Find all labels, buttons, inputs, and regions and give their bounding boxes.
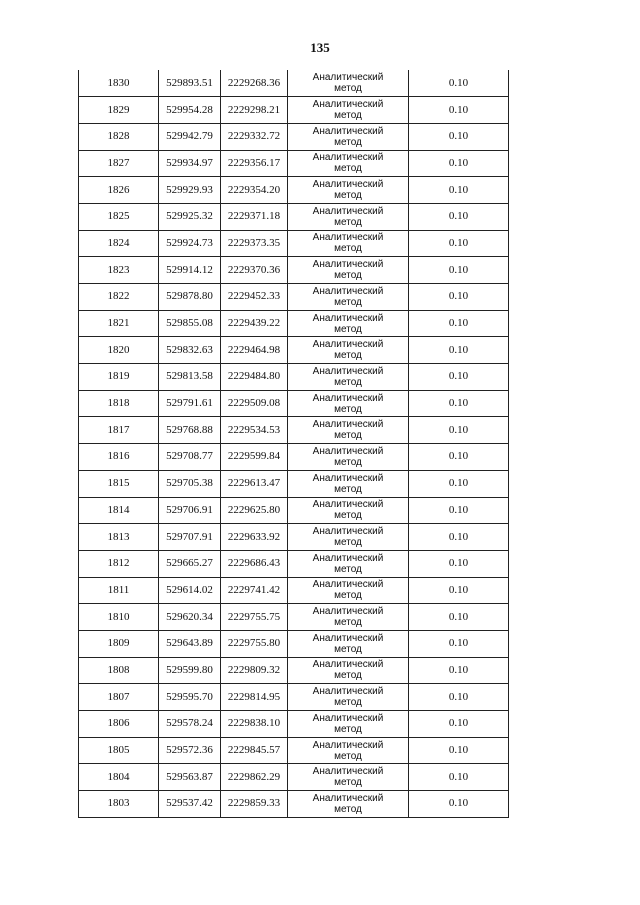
method-cell bbox=[288, 444, 409, 471]
table-row bbox=[79, 524, 509, 551]
table-row bbox=[79, 737, 509, 764]
y-coordinate-cell: 2229332.72 bbox=[221, 123, 288, 150]
page-number: 135 bbox=[310, 40, 330, 55]
method-line-2: метод bbox=[334, 136, 362, 148]
point-number-cell: 1827 bbox=[79, 150, 159, 177]
x-coordinate-cell: 529929.93 bbox=[159, 177, 221, 204]
accuracy-cell: 0.10 bbox=[409, 337, 509, 364]
table-row bbox=[79, 444, 509, 471]
method-cell bbox=[288, 630, 409, 657]
method-line-1: Аналитический bbox=[312, 125, 384, 137]
y-coordinate-cell: 2229370.36 bbox=[221, 257, 288, 284]
point-number-cell: 1824 bbox=[79, 230, 159, 257]
method-line-2: метод bbox=[334, 777, 362, 789]
table-row bbox=[79, 230, 509, 257]
point-number-cell: 1820 bbox=[79, 337, 159, 364]
table-row bbox=[79, 177, 509, 204]
method-cell bbox=[288, 657, 409, 684]
accuracy-cell: 0.10 bbox=[409, 470, 509, 497]
method-line-1: Аналитический bbox=[312, 472, 384, 484]
method-cell bbox=[288, 123, 409, 150]
accuracy-cell: 0.10 bbox=[409, 97, 509, 124]
method-line-2: метод bbox=[334, 723, 362, 735]
x-coordinate-cell: 529643.89 bbox=[159, 630, 221, 657]
method-cell bbox=[288, 711, 409, 738]
x-coordinate-cell: 529578.24 bbox=[159, 711, 221, 738]
table-row bbox=[79, 684, 509, 711]
method-cell bbox=[288, 737, 409, 764]
table-row bbox=[79, 97, 509, 124]
table-row bbox=[79, 257, 509, 284]
x-coordinate-cell: 529942.79 bbox=[159, 123, 221, 150]
method-line-1: Аналитический bbox=[312, 232, 384, 244]
method-cell bbox=[288, 337, 409, 364]
point-number-cell: 1818 bbox=[79, 390, 159, 417]
accuracy-cell: 0.10 bbox=[409, 711, 509, 738]
x-coordinate-cell: 529708.77 bbox=[159, 444, 221, 471]
method-line-2: метод bbox=[334, 803, 362, 815]
x-coordinate-cell: 529705.38 bbox=[159, 470, 221, 497]
method-line-1: Аналитический bbox=[312, 205, 384, 217]
y-coordinate-cell: 2229755.80 bbox=[221, 630, 288, 657]
method-cell bbox=[288, 97, 409, 124]
x-coordinate-cell: 529893.51 bbox=[159, 70, 221, 97]
method-line-2: метод bbox=[334, 697, 362, 709]
y-coordinate-cell: 2229859.33 bbox=[221, 791, 288, 818]
y-coordinate-cell: 2229809.32 bbox=[221, 657, 288, 684]
y-coordinate-cell: 2229298.21 bbox=[221, 97, 288, 124]
method-line-2: метод bbox=[334, 163, 362, 175]
method-line-2: метод bbox=[334, 537, 362, 549]
table-row bbox=[79, 123, 509, 150]
accuracy-cell: 0.10 bbox=[409, 444, 509, 471]
method-line-1: Аналитический bbox=[312, 579, 384, 591]
table-row bbox=[79, 604, 509, 631]
method-line-1: Аналитический bbox=[312, 632, 384, 644]
method-cell bbox=[288, 791, 409, 818]
method-line-1: Аналитический bbox=[312, 99, 384, 111]
accuracy-cell: 0.10 bbox=[409, 70, 509, 97]
x-coordinate-cell: 529934.97 bbox=[159, 150, 221, 177]
y-coordinate-cell: 2229862.29 bbox=[221, 764, 288, 791]
x-coordinate-cell: 529620.34 bbox=[159, 604, 221, 631]
table-row bbox=[79, 711, 509, 738]
table-row bbox=[79, 70, 509, 97]
y-coordinate-cell: 2229686.43 bbox=[221, 550, 288, 577]
method-line-2: метод bbox=[334, 216, 362, 228]
method-line-2: метод bbox=[334, 510, 362, 522]
method-cell bbox=[288, 390, 409, 417]
accuracy-cell: 0.10 bbox=[409, 791, 509, 818]
method-line-1: Аналитический bbox=[312, 659, 384, 671]
table-row bbox=[79, 657, 509, 684]
method-line-1: Аналитический bbox=[312, 285, 384, 297]
x-coordinate-cell: 529595.70 bbox=[159, 684, 221, 711]
method-line-1: Аналитический bbox=[312, 72, 384, 84]
point-number-cell: 1815 bbox=[79, 470, 159, 497]
point-number-cell: 1826 bbox=[79, 177, 159, 204]
y-coordinate-cell: 2229814.95 bbox=[221, 684, 288, 711]
method-line-2: метод bbox=[334, 430, 362, 442]
x-coordinate-cell: 529563.87 bbox=[159, 764, 221, 791]
point-number-cell: 1816 bbox=[79, 444, 159, 471]
method-line-1: Аналитический bbox=[312, 365, 384, 377]
method-line-2: метод bbox=[334, 670, 362, 682]
y-coordinate-cell: 2229371.18 bbox=[221, 203, 288, 230]
method-line-2: метод bbox=[334, 270, 362, 282]
accuracy-cell: 0.10 bbox=[409, 577, 509, 604]
x-coordinate-cell: 529572.36 bbox=[159, 737, 221, 764]
y-coordinate-cell: 2229534.53 bbox=[221, 417, 288, 444]
point-number-cell: 1825 bbox=[79, 203, 159, 230]
point-number-cell: 1817 bbox=[79, 417, 159, 444]
x-coordinate-cell: 529599.80 bbox=[159, 657, 221, 684]
method-line-2: метод bbox=[334, 376, 362, 388]
method-line-2: метод bbox=[334, 590, 362, 602]
table-row bbox=[79, 764, 509, 791]
method-line-2: метод bbox=[334, 296, 362, 308]
y-coordinate-cell: 2229439.22 bbox=[221, 310, 288, 337]
y-coordinate-cell: 2229633.92 bbox=[221, 524, 288, 551]
y-coordinate-cell: 2229741.42 bbox=[221, 577, 288, 604]
y-coordinate-cell: 2229373.35 bbox=[221, 230, 288, 257]
table-row bbox=[79, 417, 509, 444]
point-number-cell: 1814 bbox=[79, 497, 159, 524]
method-line-1: Аналитический bbox=[312, 766, 384, 778]
table-row bbox=[79, 630, 509, 657]
method-cell bbox=[288, 70, 409, 97]
x-coordinate-cell: 529954.28 bbox=[159, 97, 221, 124]
table-row bbox=[79, 284, 509, 311]
accuracy-cell: 0.10 bbox=[409, 657, 509, 684]
method-line-1: Аналитический bbox=[312, 152, 384, 164]
y-coordinate-cell: 2229838.10 bbox=[221, 711, 288, 738]
coordinates-table-body bbox=[79, 70, 509, 817]
method-line-2: метод bbox=[334, 750, 362, 762]
y-coordinate-cell: 2229599.84 bbox=[221, 444, 288, 471]
table-row bbox=[79, 150, 509, 177]
point-number-cell: 1830 bbox=[79, 70, 159, 97]
method-line-2: метод bbox=[334, 110, 362, 122]
point-number-cell: 1806 bbox=[79, 711, 159, 738]
method-cell bbox=[288, 524, 409, 551]
method-line-1: Аналитический bbox=[312, 606, 384, 618]
method-line-1: Аналитический bbox=[312, 499, 384, 511]
y-coordinate-cell: 2229464.98 bbox=[221, 337, 288, 364]
method-cell bbox=[288, 257, 409, 284]
x-coordinate-cell: 529832.63 bbox=[159, 337, 221, 364]
method-line-1: Аналитический bbox=[312, 259, 384, 271]
method-line-1: Аналитический bbox=[312, 739, 384, 751]
method-cell bbox=[288, 230, 409, 257]
method-line-1: Аналитический bbox=[312, 339, 384, 351]
accuracy-cell: 0.10 bbox=[409, 497, 509, 524]
accuracy-cell: 0.10 bbox=[409, 150, 509, 177]
accuracy-cell: 0.10 bbox=[409, 524, 509, 551]
accuracy-cell: 0.10 bbox=[409, 123, 509, 150]
point-number-cell: 1828 bbox=[79, 123, 159, 150]
x-coordinate-cell: 529925.32 bbox=[159, 203, 221, 230]
accuracy-cell: 0.10 bbox=[409, 684, 509, 711]
method-cell bbox=[288, 550, 409, 577]
point-number-cell: 1811 bbox=[79, 577, 159, 604]
method-cell bbox=[288, 497, 409, 524]
method-line-2: метод bbox=[334, 243, 362, 255]
method-line-1: Аналитический bbox=[312, 792, 384, 804]
accuracy-cell: 0.10 bbox=[409, 230, 509, 257]
y-coordinate-cell: 2229613.47 bbox=[221, 470, 288, 497]
y-coordinate-cell: 2229625.80 bbox=[221, 497, 288, 524]
point-number-cell: 1823 bbox=[79, 257, 159, 284]
method-cell bbox=[288, 310, 409, 337]
y-coordinate-cell: 2229509.08 bbox=[221, 390, 288, 417]
method-cell bbox=[288, 284, 409, 311]
point-number-cell: 1808 bbox=[79, 657, 159, 684]
x-coordinate-cell: 529537.42 bbox=[159, 791, 221, 818]
table-row bbox=[79, 497, 509, 524]
y-coordinate-cell: 2229356.17 bbox=[221, 150, 288, 177]
point-number-cell: 1829 bbox=[79, 97, 159, 124]
point-number-cell: 1803 bbox=[79, 791, 159, 818]
point-number-cell: 1807 bbox=[79, 684, 159, 711]
accuracy-cell: 0.10 bbox=[409, 550, 509, 577]
method-cell bbox=[288, 684, 409, 711]
x-coordinate-cell: 529791.61 bbox=[159, 390, 221, 417]
x-coordinate-cell: 529924.73 bbox=[159, 230, 221, 257]
method-line-2: метод bbox=[334, 643, 362, 655]
x-coordinate-cell: 529768.88 bbox=[159, 417, 221, 444]
method-line-2: метод bbox=[334, 350, 362, 362]
method-line-1: Аналитический bbox=[312, 312, 384, 324]
accuracy-cell: 0.10 bbox=[409, 390, 509, 417]
accuracy-cell: 0.10 bbox=[409, 737, 509, 764]
method-line-1: Аналитический bbox=[312, 552, 384, 564]
table-row bbox=[79, 203, 509, 230]
method-cell bbox=[288, 417, 409, 444]
method-line-1: Аналитический bbox=[312, 686, 384, 698]
point-number-cell: 1821 bbox=[79, 310, 159, 337]
method-line-2: метод bbox=[334, 617, 362, 629]
method-cell bbox=[288, 764, 409, 791]
x-coordinate-cell: 529665.27 bbox=[159, 550, 221, 577]
method-line-1: Аналитический bbox=[312, 526, 384, 538]
point-number-cell: 1805 bbox=[79, 737, 159, 764]
accuracy-cell: 0.10 bbox=[409, 364, 509, 391]
y-coordinate-cell: 2229354.20 bbox=[221, 177, 288, 204]
table-row bbox=[79, 550, 509, 577]
method-cell bbox=[288, 577, 409, 604]
method-cell bbox=[288, 177, 409, 204]
point-number-cell: 1813 bbox=[79, 524, 159, 551]
method-line-2: метод bbox=[334, 483, 362, 495]
accuracy-cell: 0.10 bbox=[409, 310, 509, 337]
accuracy-cell: 0.10 bbox=[409, 764, 509, 791]
method-cell bbox=[288, 470, 409, 497]
method-line-2: метод bbox=[334, 323, 362, 335]
accuracy-cell: 0.10 bbox=[409, 604, 509, 631]
x-coordinate-cell: 529813.58 bbox=[159, 364, 221, 391]
table-row bbox=[79, 390, 509, 417]
x-coordinate-cell: 529614.02 bbox=[159, 577, 221, 604]
table-row bbox=[79, 470, 509, 497]
coordinates-table bbox=[78, 70, 509, 818]
method-line-1: Аналитический bbox=[312, 712, 384, 724]
accuracy-cell: 0.10 bbox=[409, 257, 509, 284]
table-row bbox=[79, 337, 509, 364]
method-line-1: Аналитический bbox=[312, 419, 384, 431]
x-coordinate-cell: 529706.91 bbox=[159, 497, 221, 524]
accuracy-cell: 0.10 bbox=[409, 630, 509, 657]
point-number-cell: 1812 bbox=[79, 550, 159, 577]
method-cell bbox=[288, 150, 409, 177]
method-line-2: метод bbox=[334, 190, 362, 202]
point-number-cell: 1809 bbox=[79, 630, 159, 657]
x-coordinate-cell: 529914.12 bbox=[159, 257, 221, 284]
method-cell bbox=[288, 604, 409, 631]
table-row bbox=[79, 310, 509, 337]
method-line-1: Аналитический bbox=[312, 392, 384, 404]
x-coordinate-cell: 529855.08 bbox=[159, 310, 221, 337]
y-coordinate-cell: 2229484.80 bbox=[221, 364, 288, 391]
method-line-1: Аналитический bbox=[312, 445, 384, 457]
method-line-2: метод bbox=[334, 456, 362, 468]
x-coordinate-cell: 529707.91 bbox=[159, 524, 221, 551]
y-coordinate-cell: 2229845.57 bbox=[221, 737, 288, 764]
method-line-2: метод bbox=[334, 83, 362, 95]
method-cell bbox=[288, 364, 409, 391]
x-coordinate-cell: 529878.80 bbox=[159, 284, 221, 311]
method-cell bbox=[288, 203, 409, 230]
accuracy-cell: 0.10 bbox=[409, 203, 509, 230]
y-coordinate-cell: 2229755.75 bbox=[221, 604, 288, 631]
accuracy-cell: 0.10 bbox=[409, 284, 509, 311]
accuracy-cell: 0.10 bbox=[409, 417, 509, 444]
method-line-2: метод bbox=[334, 563, 362, 575]
table-row bbox=[79, 791, 509, 818]
point-number-cell: 1804 bbox=[79, 764, 159, 791]
table-row bbox=[79, 577, 509, 604]
method-line-1: Аналитический bbox=[312, 179, 384, 191]
method-line-2: метод bbox=[334, 403, 362, 415]
point-number-cell: 1819 bbox=[79, 364, 159, 391]
accuracy-cell: 0.10 bbox=[409, 177, 509, 204]
point-number-cell: 1822 bbox=[79, 284, 159, 311]
table-row bbox=[79, 364, 509, 391]
point-number-cell: 1810 bbox=[79, 604, 159, 631]
y-coordinate-cell: 2229268.36 bbox=[221, 70, 288, 97]
y-coordinate-cell: 2229452.33 bbox=[221, 284, 288, 311]
